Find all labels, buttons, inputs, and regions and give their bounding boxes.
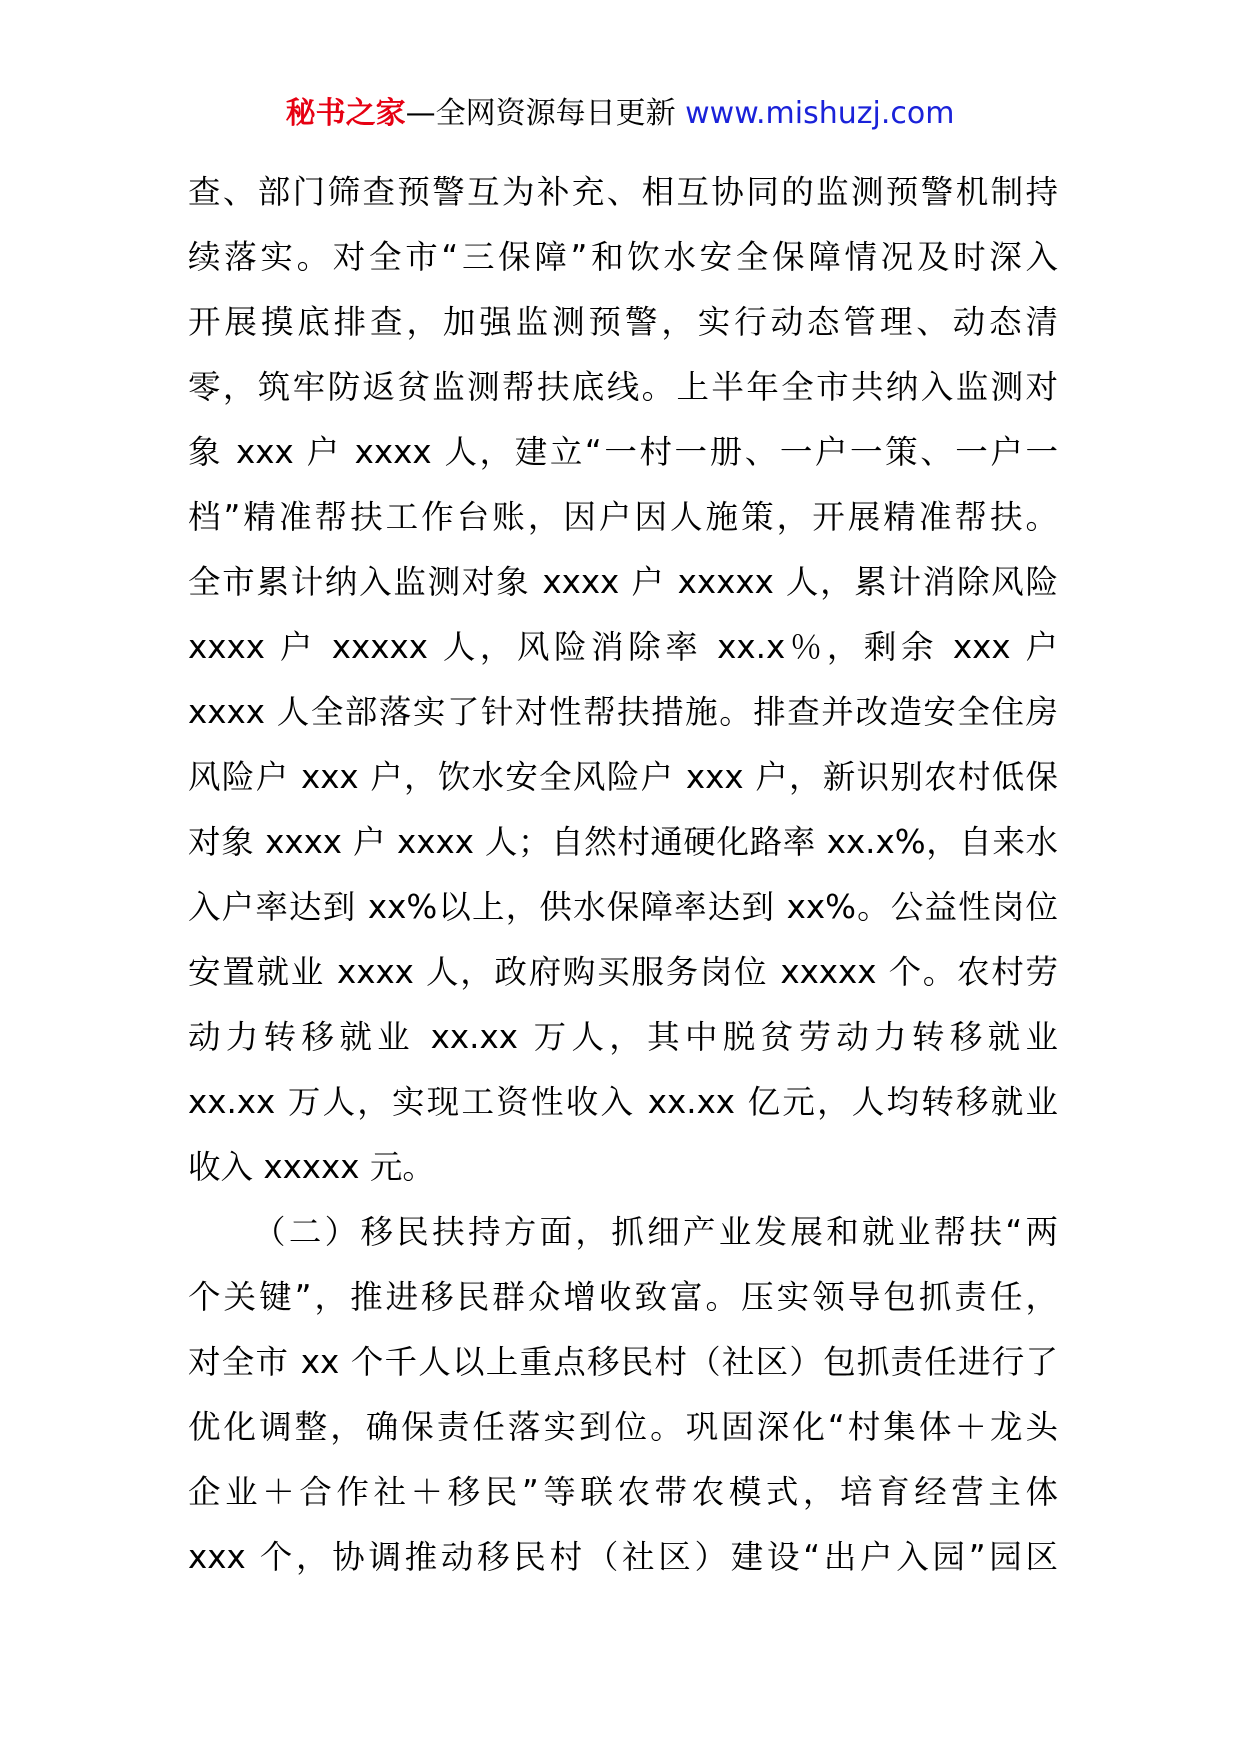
text-line: 象 xxx 户 xxxx 人，建立“一村一册、一户一策、一户一 xyxy=(188,433,1058,471)
paragraph-2 xyxy=(188,1200,1058,1590)
text-line: 风险户 xxx 户，饮水安全风险户 xxx 户，新识别农村低保 xyxy=(188,758,1058,796)
text-line: 动力转移就业 xx.xx 万人，其中脱贫劳动力转移就业 xyxy=(188,1018,1058,1056)
text-line: 对全市 xx 个千人以上重点移民村（社区）包抓责任进行了 xyxy=(188,1343,1058,1381)
text-line: 零，筑牢防返贫监测帮扶底线。上半年全市共纳入监测对 xyxy=(188,368,1058,406)
text-line: 安置就业 xxxx 人，政府购买服务岗位 xxxxx 个。农村劳 xyxy=(188,953,1058,991)
text-line: xxx 个，协调推动移民村（社区）建设“出户入园”园区 xyxy=(188,1538,1058,1576)
text-line: （二）移民扶持方面，抓细产业发展和就业帮扶“两 xyxy=(253,1213,1058,1251)
text-line: 企业＋合作社＋移民”等联农带农模式，培育经营主体 xyxy=(188,1473,1058,1511)
text-line: 对象 xxxx 户 xxxx 人；自然村通硬化路率 xx.x%，自来水 xyxy=(188,823,1058,861)
document-body xyxy=(188,160,1058,1590)
site-header xyxy=(0,94,1240,134)
paragraph-1 xyxy=(188,160,1058,1200)
text-line: xxxx 户 xxxxx 人，风险消除率 xx.x％，剩余 xxx 户 xyxy=(188,628,1058,666)
text-line: 档”精准帮扶工作台账，因户因人施策，开展精准帮扶。 xyxy=(188,498,1058,536)
text-line: xx.xx 万人，实现工资性收入 xx.xx 亿元，人均转移就业 xyxy=(188,1083,1058,1121)
text-line: 收入 xxxxx 元。 xyxy=(188,1148,435,1186)
text-line: 开展摸底排查，加强监测预警，实行动态管理、动态清 xyxy=(188,303,1058,341)
header-tagline: —全网资源每日更新 xyxy=(405,96,686,131)
text-line: 入户率达到 xx%以上，供水保障率达到 xx%。公益性岗位 xyxy=(188,888,1058,926)
text-line: 优化调整，确保责任落实到位。巩固深化“村集体＋龙头 xyxy=(188,1408,1058,1446)
site-url-link[interactable]: www.mishuzj.com xyxy=(685,96,955,131)
text-line: 个关键”，推进移民群众增收致富。压实领导包抓责任， xyxy=(188,1278,1058,1316)
text-line: 全市累计纳入监测对象 xxxx 户 xxxxx 人，累计消除风险 xyxy=(188,563,1058,601)
text-line: 续落实。对全市“三保障”和饮水安全保障情况及时深入 xyxy=(188,238,1058,276)
brand-name: 秘书之家 xyxy=(285,96,406,131)
text-line: 查、部门筛查预警互为补充、相互协同的监测预警机制持 xyxy=(188,173,1058,211)
text-line: xxxx 人全部落实了针对性帮扶措施。排查并改造安全住房 xyxy=(188,693,1058,731)
